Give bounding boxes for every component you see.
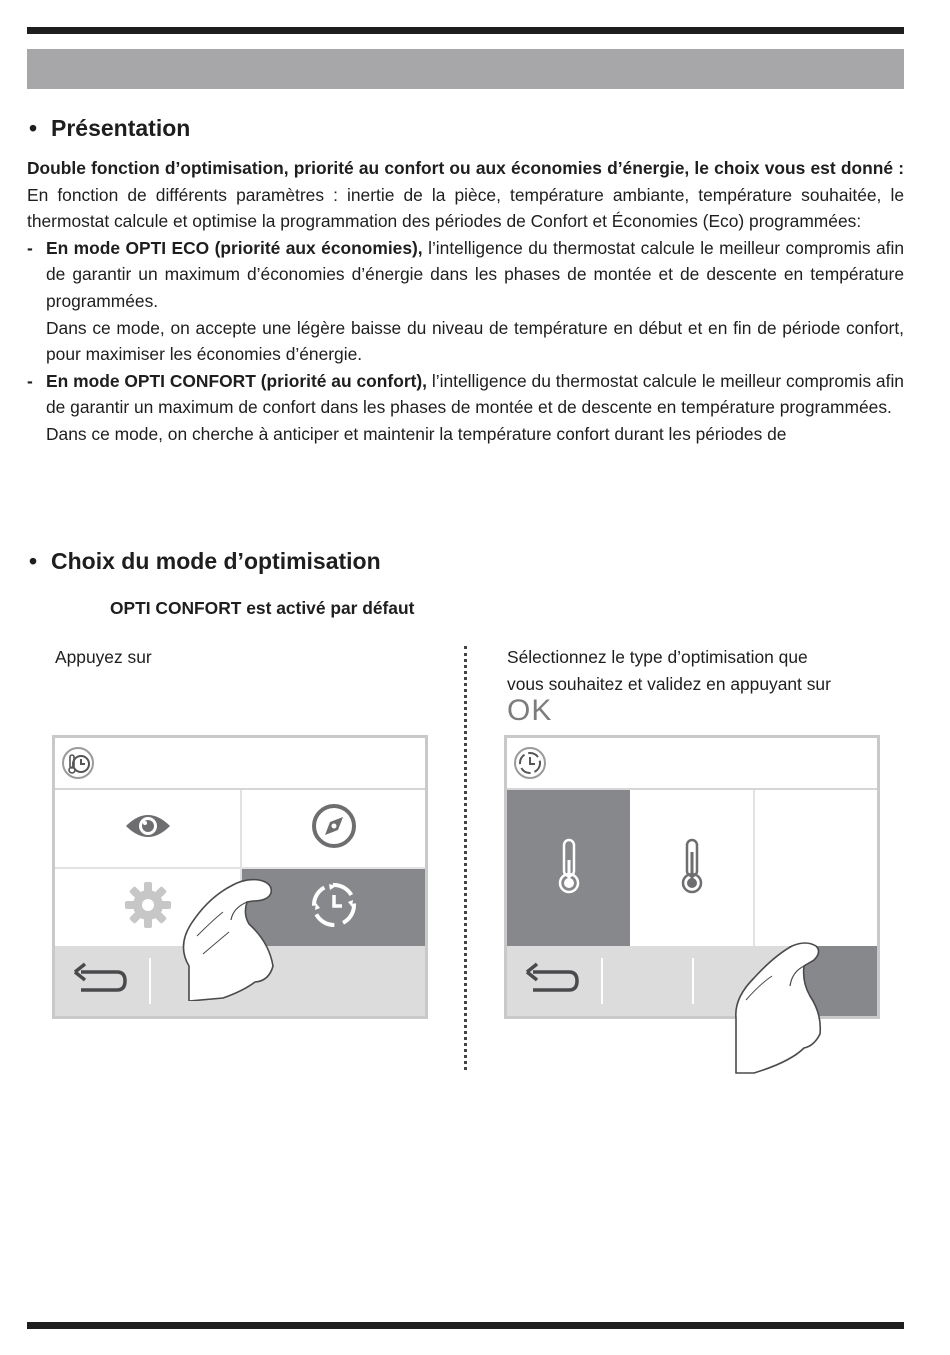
- intro-paragraph: Double fonction d’optimisation, priorité au confort ou aux économies d’énergie, le choix vous est donné : En fonction de différents paramètres : inertie de la pièce, température ambiante, température souhaitée, le thermostat calcule et optimise la programmation des périodes de Confort et Économies (Eco) programmées:: [27, 158, 904, 232]
- clock-cycle-icon: [309, 880, 359, 935]
- mode-list: [27, 235, 904, 315]
- gear-icon: [123, 880, 173, 935]
- bottom-rule: [27, 1322, 904, 1329]
- back-arrow-icon[interactable]: [71, 960, 129, 1005]
- thermostat-screen-menu: [52, 735, 428, 1019]
- thermometer-icon: [678, 838, 706, 899]
- optimisation-icon: [61, 746, 95, 785]
- ok-label: OK: [507, 694, 553, 727]
- tile-opti-confort[interactable]: [630, 790, 753, 946]
- list-item-extra: Dans ce mode, on cherche à anticiper et maintenir la température confort durant les périodes de: [46, 423, 787, 444]
- list-item: - En mode OPTI CONFORT (priorité au confort), l’intelligence du thermostat calcule le meilleur compromis afin de garantir un maximum de confort dans les phases de montée et de descente en température programmées.: [27, 370, 904, 418]
- section-title-presentation: • Présentation: [29, 115, 191, 141]
- compass-icon: [310, 802, 358, 855]
- default-note: OPTI CONFORT est activé par défaut: [110, 598, 415, 618]
- thermometer-icon: [555, 838, 583, 899]
- list-item: - En mode OPTI ECO (priorité aux économies), l’intelligence du thermostat calcule le meilleur compromis afin de garantir un maximum d’économies d’énergie dans les phases de montée et de descente en température programmées.: [27, 237, 904, 311]
- screen-header: [507, 738, 877, 790]
- list-item-extra: Dans ce mode, on accepte une légère baisse du niveau de température en début et en fin de période confort, pour maximiser les économies d’énergie.: [46, 317, 904, 365]
- presentation-body: [27, 155, 904, 448]
- top-rule: [27, 27, 904, 34]
- hand-icon: [730, 938, 830, 1079]
- column-separator: [464, 646, 467, 1070]
- header-banner: [27, 49, 904, 89]
- tile-empty: [755, 790, 877, 946]
- section-title-choice: • Choix du mode d’optimisation: [29, 548, 381, 574]
- optimisation-icon: [513, 746, 547, 785]
- right-caption: Sélectionnez le type d’optimisation que vous souhaitez et validez en appuyant sur: [507, 647, 831, 694]
- left-caption: Appuyez sur: [55, 647, 152, 667]
- back-arrow-icon[interactable]: [523, 960, 581, 1005]
- hand-icon: [173, 856, 283, 1006]
- eye-icon: [123, 810, 173, 847]
- tile-opti-eco[interactable]: [507, 790, 630, 946]
- screen-header: [55, 738, 425, 790]
